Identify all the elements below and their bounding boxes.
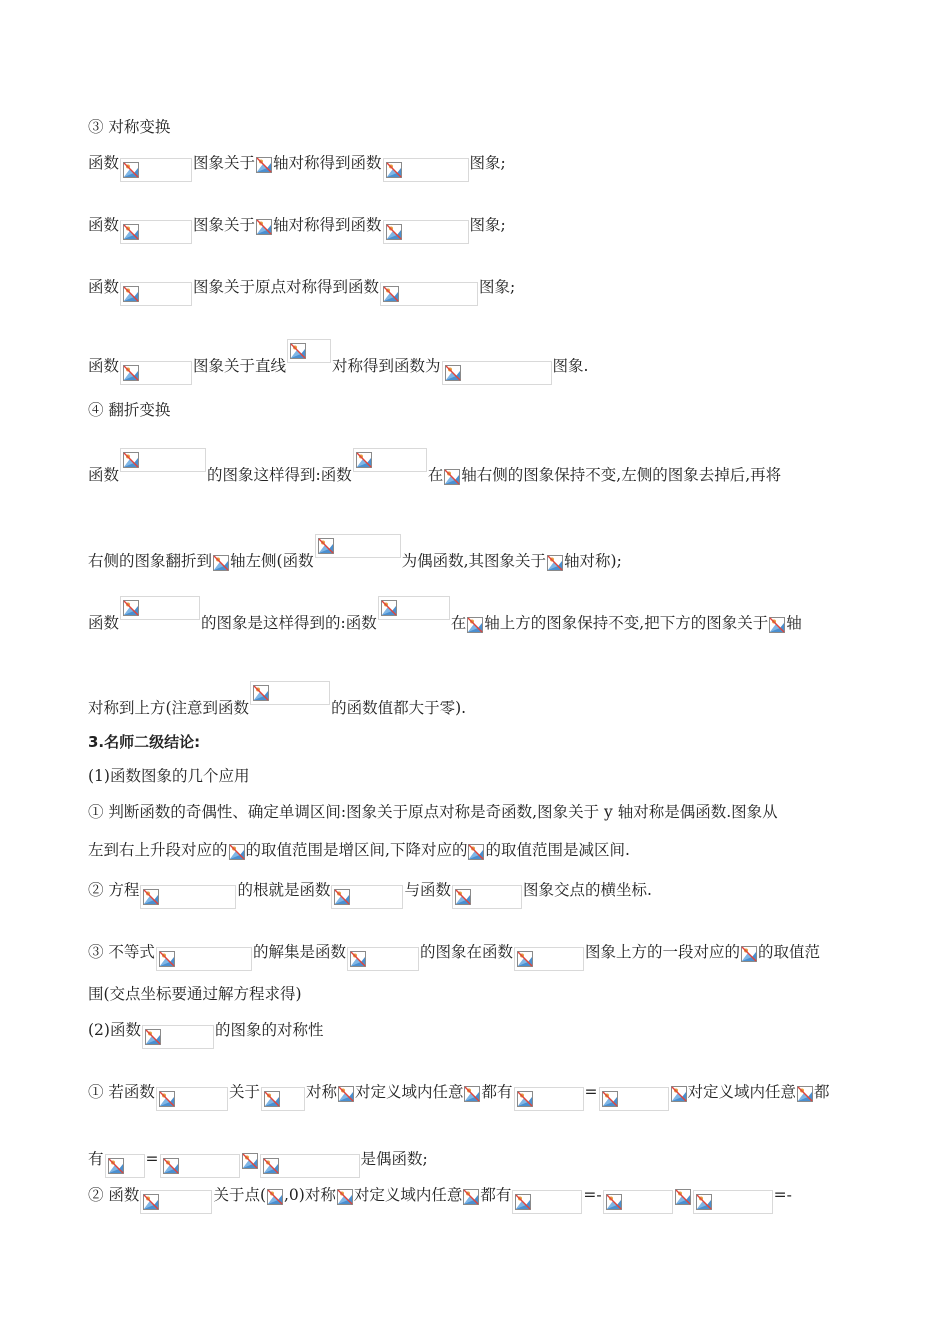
- text-run: 为偶函数,其图象关于: [401, 552, 547, 570]
- text-line: [88, 681, 890, 718]
- text-run: ② 方程: [88, 881, 140, 899]
- formula-placeholder: [599, 1087, 669, 1111]
- text-line: [88, 766, 890, 786]
- broken-image-icon: [350, 951, 366, 967]
- formula-placeholder: [105, 1154, 145, 1178]
- broken-image-icon: [318, 538, 334, 554]
- text-run: 左到右上升段对应的: [88, 841, 228, 859]
- broken-image-icon: [741, 946, 757, 962]
- formula-placeholder: [261, 1087, 305, 1111]
- broken-image-icon: [464, 1086, 480, 1102]
- formula-placeholder: [797, 1085, 813, 1103]
- broken-image-icon: [515, 1194, 531, 1210]
- text-run: 函数: [88, 216, 120, 234]
- formula-placeholder: [741, 945, 757, 963]
- text-run: 的根就是函数: [237, 881, 331, 899]
- text-run: (1)函数图象的几个应用: [88, 767, 250, 785]
- broken-image-icon: [445, 365, 461, 381]
- broken-image-icon: [143, 889, 159, 905]
- formula-placeholder: [142, 1025, 214, 1049]
- formula-placeholder: [229, 843, 245, 861]
- broken-image-icon: [123, 452, 139, 468]
- formula-placeholder: [444, 468, 460, 486]
- formula-placeholder: [120, 596, 200, 620]
- text-run: 的图象在函数: [419, 943, 513, 961]
- text-run: 对定义域内任意: [353, 1186, 463, 1204]
- formula-placeholder: [140, 885, 236, 909]
- text-run: 函数: [88, 278, 120, 296]
- formula-placeholder: [452, 885, 522, 909]
- text-run: 函数: [88, 154, 120, 172]
- formula-placeholder: [380, 282, 478, 306]
- broken-image-icon: [696, 1194, 712, 1210]
- text-run: 关于点(: [213, 1186, 266, 1204]
- broken-image-icon: [338, 1086, 354, 1102]
- text-line: [88, 153, 890, 182]
- text-run: 3.名师二级结论:: [88, 733, 201, 751]
- text-run: 函数: [88, 614, 120, 632]
- text-run: ③ 不等式: [88, 943, 155, 961]
- text-run: 的取值范: [757, 943, 820, 961]
- broken-image-icon: [517, 951, 533, 967]
- formula-placeholder: [120, 448, 206, 472]
- text-run: 都: [814, 1083, 830, 1101]
- broken-image-icon: [455, 889, 471, 905]
- formula-placeholder: [467, 616, 483, 634]
- text-run: 轴对称得到函数: [273, 154, 382, 172]
- formula-placeholder: [512, 1190, 582, 1214]
- broken-image-icon: [123, 162, 139, 178]
- formula-placeholder: [160, 1154, 240, 1178]
- broken-image-icon: [256, 219, 272, 235]
- text-run: 图象关于: [193, 216, 256, 234]
- formula-placeholder: [260, 1154, 360, 1178]
- broken-image-icon: [159, 951, 175, 967]
- broken-image-icon: [797, 1086, 813, 1102]
- formula-placeholder: [514, 1087, 584, 1111]
- broken-image-icon: [213, 555, 229, 571]
- text-line: [88, 1149, 890, 1178]
- broken-image-icon: [383, 286, 399, 302]
- text-line: [88, 880, 890, 909]
- text-run: 右侧的图象翻折到: [88, 552, 213, 570]
- formula-placeholder: [256, 218, 272, 236]
- formula-placeholder: [464, 1085, 480, 1103]
- text-run: 轴对称得到函数: [273, 216, 382, 234]
- text-line: [88, 339, 890, 385]
- text-run: 轴右侧的图象保持不变,左侧的图象去掉后,再将: [461, 466, 782, 484]
- formula-placeholder: [242, 1152, 258, 1170]
- text-run: 的函数值都大于零).: [331, 699, 467, 717]
- broken-image-icon: [159, 1091, 175, 1107]
- text-run: 与函数: [404, 881, 451, 899]
- text-run: 对称得到函数为: [332, 357, 441, 375]
- broken-image-icon: [334, 889, 350, 905]
- text-run: ,0)对称: [284, 1186, 336, 1204]
- text-run: 的图象这样得到:函数: [207, 466, 352, 484]
- formula-placeholder: [769, 616, 785, 634]
- text-line: [88, 1185, 890, 1214]
- text-line: [88, 942, 890, 971]
- formula-placeholder: [120, 282, 192, 306]
- broken-image-icon: [253, 685, 269, 701]
- broken-image-icon: [264, 1091, 280, 1107]
- text-line: [88, 802, 890, 822]
- text-run: 轴左侧(函数: [230, 552, 314, 570]
- broken-image-icon: [229, 844, 245, 860]
- text-line: [88, 1082, 890, 1111]
- text-line: [88, 534, 890, 572]
- text-line: [88, 840, 890, 861]
- broken-image-icon: [242, 1153, 258, 1169]
- broken-image-icon: [267, 1189, 283, 1205]
- formula-placeholder: [514, 947, 584, 971]
- formula-placeholder: [287, 339, 331, 363]
- text-run: 的取值范围是增区间,下降对应的: [245, 841, 468, 859]
- text-run: (2)函数: [88, 1021, 141, 1039]
- broken-image-icon: [143, 1194, 159, 1210]
- formula-placeholder: [156, 947, 252, 971]
- text-run: 函数: [88, 466, 120, 484]
- formula-placeholder: [603, 1190, 673, 1214]
- broken-image-icon: [468, 844, 484, 860]
- broken-image-icon: [517, 1091, 533, 1107]
- formula-placeholder: [347, 947, 419, 971]
- text-run: 图象关于原点对称得到函数: [193, 278, 380, 296]
- formula-placeholder: [383, 220, 469, 244]
- formula-placeholder: [353, 448, 427, 472]
- text-line: [88, 1020, 890, 1049]
- formula-placeholder: [331, 885, 403, 909]
- broken-image-icon: [671, 1086, 687, 1102]
- formula-placeholder: [442, 361, 552, 385]
- text-run: ③ 对称变换: [88, 118, 171, 136]
- text-line: [88, 732, 890, 752]
- text-run: 的图象的对称性: [214, 1021, 324, 1039]
- text-line: [88, 400, 890, 420]
- text-line: [88, 984, 890, 1004]
- formula-placeholder: [315, 534, 401, 558]
- formula-placeholder: [378, 596, 450, 620]
- text-run: 的图象是这样得到的:函数: [201, 614, 377, 632]
- formula-placeholder: [120, 220, 192, 244]
- text-run: 图象关于: [193, 154, 256, 172]
- broken-image-icon: [256, 157, 272, 173]
- broken-image-icon: [123, 224, 139, 240]
- text-run: 在: [427, 466, 444, 484]
- broken-image-icon: [467, 617, 483, 633]
- text-run: 关于: [228, 1083, 260, 1101]
- text-run: 对称到上方(注意到函数: [88, 699, 250, 717]
- text-run: 在: [450, 614, 467, 632]
- text-run: 的取值范围是减区间.: [485, 841, 630, 859]
- formula-placeholder: [213, 554, 229, 572]
- text-run: 函数: [88, 357, 120, 375]
- text-run: 的解集是函数: [252, 943, 346, 961]
- broken-image-icon: [602, 1091, 618, 1107]
- text-run: 都有: [480, 1186, 512, 1204]
- text-run: =: [145, 1150, 159, 1168]
- text-run: ① 若函数: [88, 1083, 155, 1101]
- broken-image-icon: [547, 555, 563, 571]
- broken-image-icon: [263, 1158, 279, 1174]
- text-run: 图象;: [469, 216, 506, 234]
- text-run: 图象上方的一段对应的: [584, 943, 740, 961]
- broken-image-icon: [386, 224, 402, 240]
- formula-placeholder: [693, 1190, 773, 1214]
- broken-image-icon: [606, 1194, 622, 1210]
- text-run: =-: [773, 1186, 792, 1204]
- text-run: 对定义域内任意: [354, 1083, 464, 1101]
- text-run: 图象.: [552, 357, 589, 375]
- broken-image-icon: [337, 1189, 353, 1205]
- broken-image-icon: [145, 1029, 161, 1045]
- text-run: =-: [583, 1186, 602, 1204]
- text-run: 图象;: [479, 278, 516, 296]
- text-run: 图象交点的横坐标.: [522, 881, 652, 899]
- broken-image-icon: [108, 1158, 124, 1174]
- formula-placeholder: [120, 361, 192, 385]
- formula-placeholder: [337, 1188, 353, 1206]
- broken-image-icon: [123, 365, 139, 381]
- text-run: ① 判断函数的奇偶性、确定单调区间:图象关于原点对称是奇函数,图象关于 y 轴对称是偶函数.图象从: [88, 803, 778, 821]
- broken-image-icon: [769, 617, 785, 633]
- formula-placeholder: [463, 1188, 479, 1206]
- formula-placeholder: [547, 554, 563, 572]
- text-line: [88, 448, 890, 486]
- broken-image-icon: [675, 1189, 691, 1205]
- broken-image-icon: [381, 600, 397, 616]
- broken-image-icon: [463, 1189, 479, 1205]
- broken-image-icon: [163, 1158, 179, 1174]
- text-line: [88, 277, 890, 306]
- formula-placeholder: [671, 1085, 687, 1103]
- text-run: 轴: [786, 614, 802, 632]
- broken-image-icon: [290, 343, 306, 359]
- text-run: 有: [88, 1150, 104, 1168]
- formula-placeholder: [468, 843, 484, 861]
- formula-placeholder: [156, 1087, 228, 1111]
- formula-placeholder: [675, 1188, 691, 1206]
- broken-image-icon: [356, 452, 372, 468]
- formula-placeholder: [383, 158, 469, 182]
- text-run: 轴上方的图象保持不变,把下方的图象关于: [484, 614, 769, 632]
- broken-image-icon: [123, 600, 139, 616]
- broken-image-icon: [386, 162, 402, 178]
- formula-placeholder: [338, 1085, 354, 1103]
- formula-placeholder: [120, 158, 192, 182]
- text-run: ② 函数: [88, 1186, 140, 1204]
- text-line: [88, 596, 890, 634]
- formula-placeholder: [256, 156, 272, 174]
- text-run: 轴对称);: [564, 552, 622, 570]
- text-run: 图象关于直线: [193, 357, 287, 375]
- formula-placeholder: [140, 1190, 212, 1214]
- text-run: 图象;: [469, 154, 506, 172]
- formula-placeholder: [250, 681, 330, 705]
- broken-image-icon: [123, 286, 139, 302]
- text-run: 围(交点坐标要通过解方程求得): [88, 985, 302, 1003]
- text-line: [88, 215, 890, 244]
- text-run: 对称: [305, 1083, 337, 1101]
- text-run: 都有: [481, 1083, 513, 1101]
- broken-image-icon: [444, 469, 460, 485]
- text-line: [88, 117, 890, 137]
- text-run: ④ 翻折变换: [88, 401, 171, 419]
- text-run: 是偶函数;: [360, 1150, 428, 1168]
- formula-placeholder: [267, 1188, 283, 1206]
- text-run: =: [584, 1083, 598, 1101]
- text-run: 对定义域内任意: [687, 1083, 797, 1101]
